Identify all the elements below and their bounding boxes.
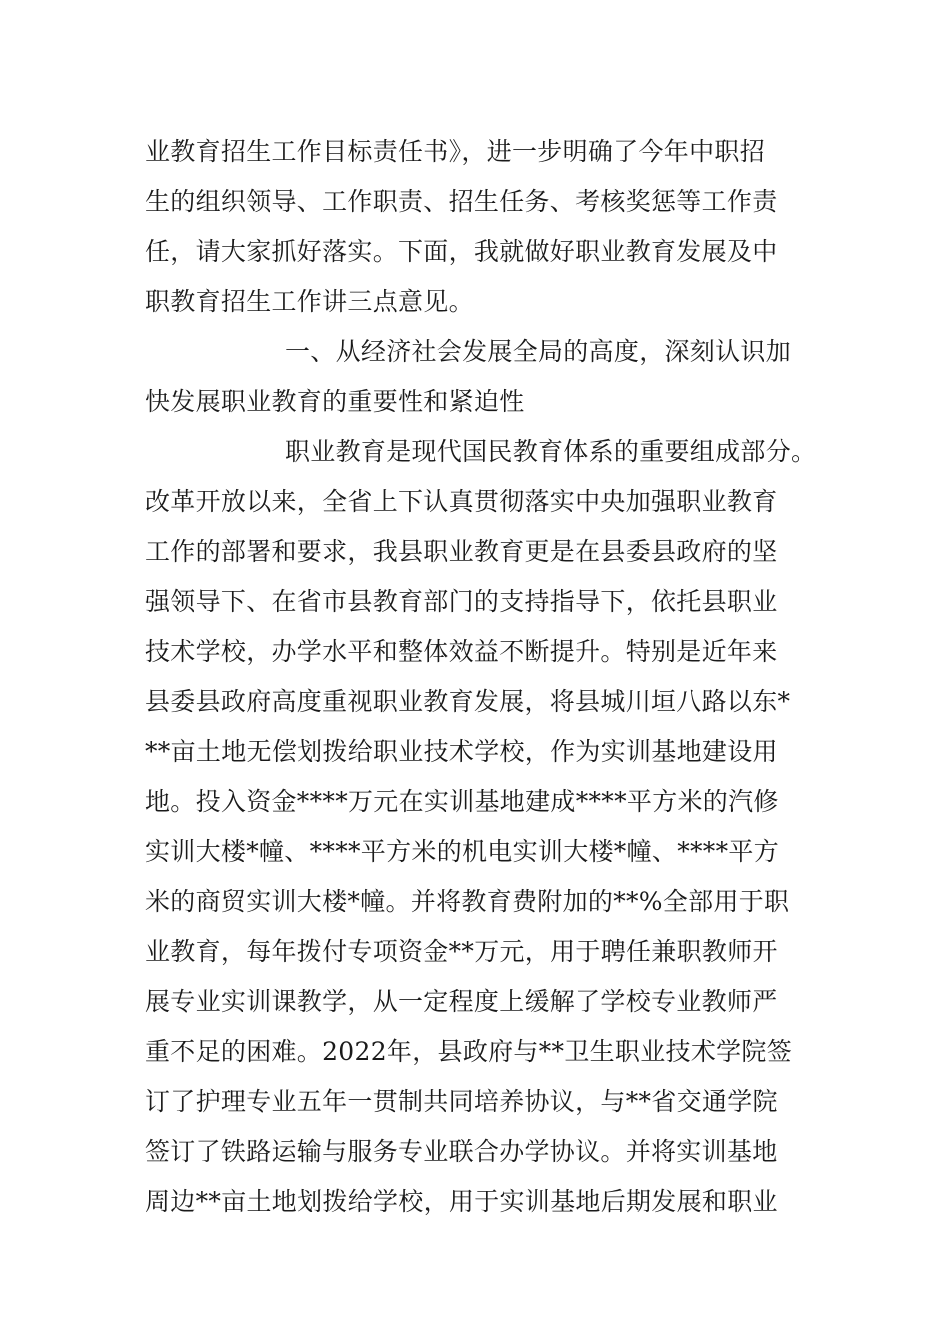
text-line: 技术学校，办学水平和整体效益不断提升。特别是近年来 — [145, 637, 778, 666]
text-line: 改革开放以来，全省上下认真贯彻落实中央加强职业教育 — [145, 487, 778, 516]
text-line: 业教育，每年拨付专项资金**万元，用于聘任兼职教师开 — [145, 937, 778, 966]
text-line: 任，请大家抓好落实。下面，我就做好职业教育发展及中 — [145, 237, 778, 266]
text-line: 生的组织领导、工作职责、招生任务、考核奖惩等工作责 — [145, 187, 778, 216]
text-line: 周边**亩土地划拨给学校，用于实训基地后期发展和职业 — [145, 1187, 778, 1216]
text-line: 职业教育是现代国民教育体系的重要组成部分。 — [285, 437, 817, 466]
text-line: **亩土地无偿划拨给职业技术学校，作为实训基地建设用 — [145, 737, 778, 766]
text-line: 米的商贸实训大楼*幢。并将教育费附加的**%全部用于职 — [145, 887, 790, 916]
text-line: 重不足的困难。2022年，县政府与**卫生职业技术学院签 — [145, 1037, 793, 1066]
text-line: 业教育招生工作目标责任书》，进一步明确了今年中职招 — [145, 137, 766, 166]
section-heading-line: 快发展职业教育的重要性和紧迫性 — [145, 387, 525, 416]
text-line: 地。投入资金****万元在实训基地建成****平方米的汽修 — [145, 787, 779, 816]
text-line: 订了护理专业五年一贯制共同培养协议，与**省交通学院 — [145, 1087, 778, 1116]
text-line: 展专业实训课教学，从一定程度上缓解了学校专业教师严 — [145, 987, 778, 1016]
text-line: 实训大楼*幢、****平方米的机电实训大楼*幢、****平方 — [145, 837, 780, 866]
text-line: 县委县政府高度重视职业教育发展，将县城川垣八路以东* — [145, 687, 791, 716]
section-heading-line: 一、从经济社会发展全局的高度，深刻认识加 — [285, 337, 792, 366]
text-line: 职教育招生工作讲三点意见。 — [145, 287, 474, 316]
text-line: 强领导下、在省市县教育部门的支持指导下，依托县职业 — [145, 587, 778, 616]
text-line: 工作的部署和要求，我县职业教育更是在县委县政府的坚 — [145, 537, 778, 566]
text-line: 签订了铁路运输与服务专业联合办学协议。并将实训基地 — [145, 1137, 778, 1166]
